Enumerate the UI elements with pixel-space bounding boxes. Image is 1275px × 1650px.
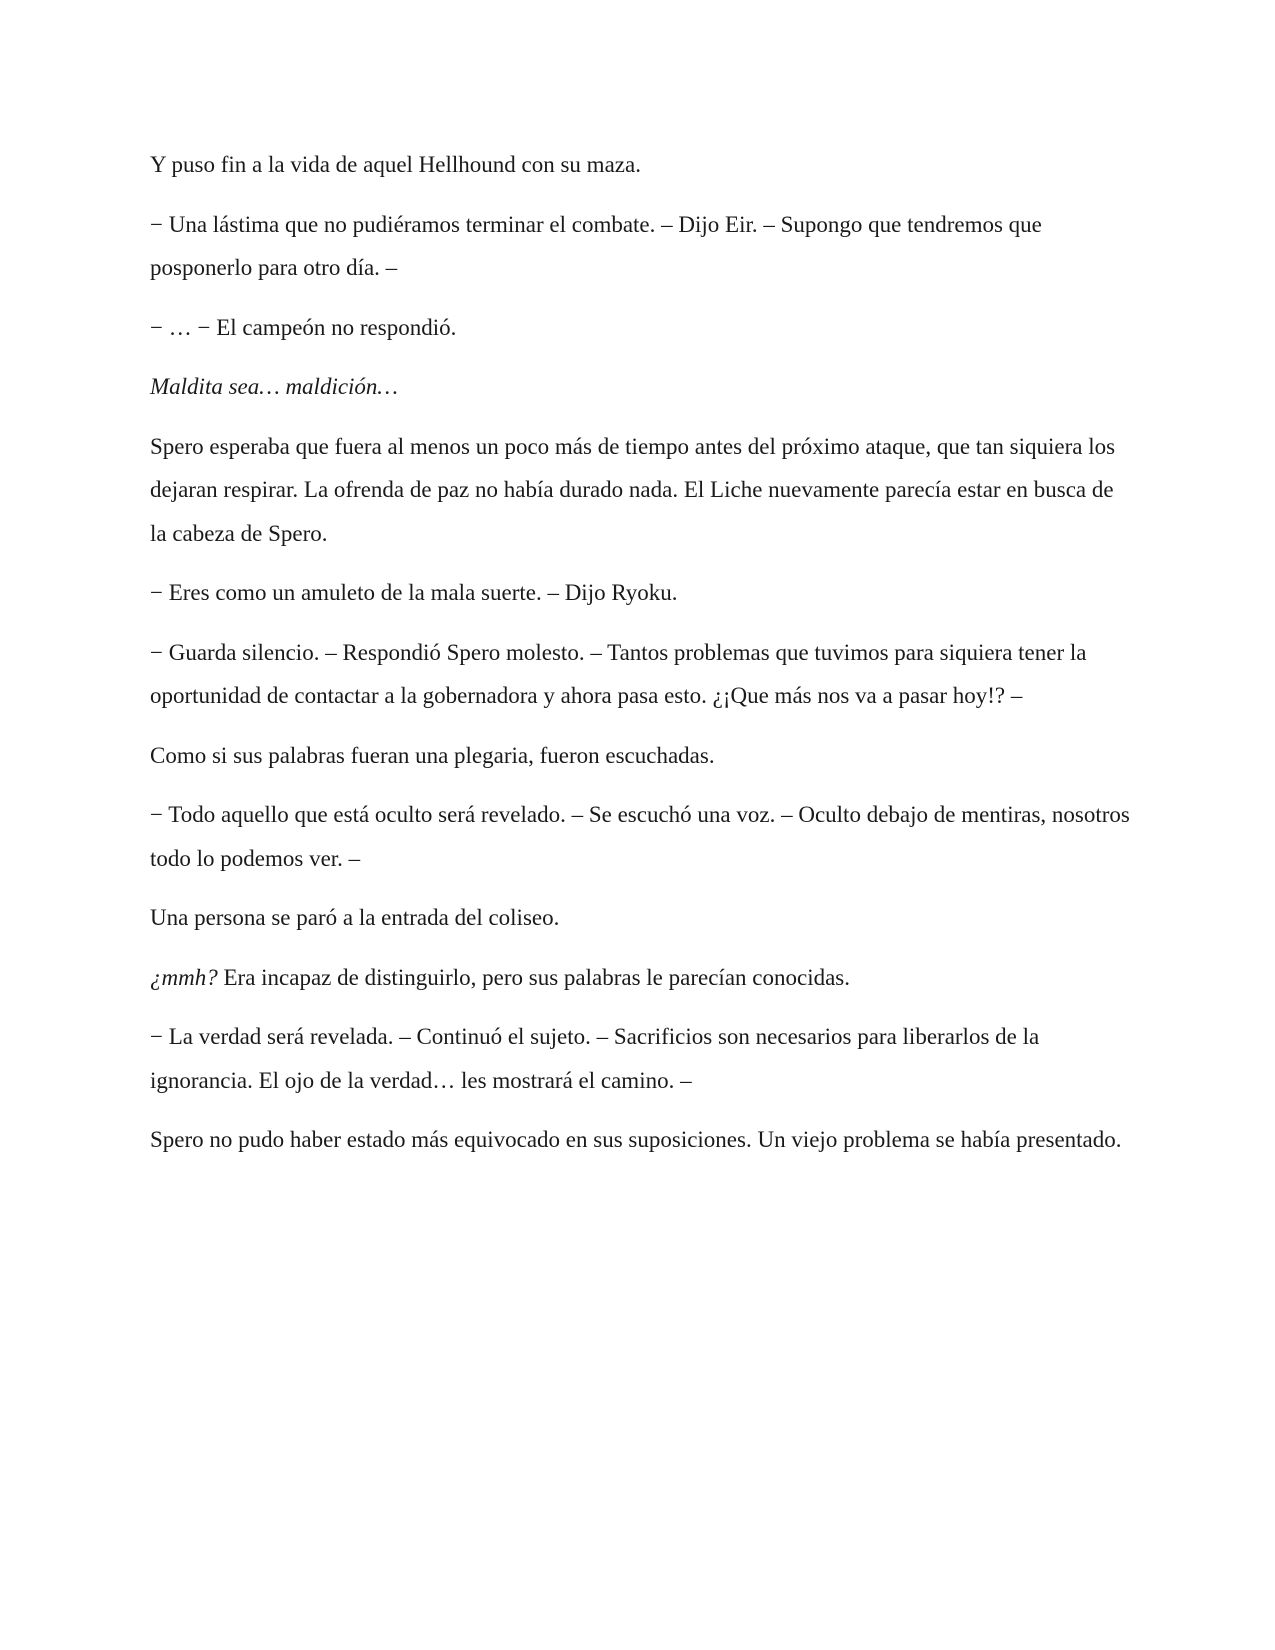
paragraph-12 — [150, 1015, 1130, 1102]
paragraph-text: Como si sus palabras fueran una plegaria, fueron escuchadas. — [150, 742, 715, 768]
paragraph-10 — [150, 896, 1130, 940]
paragraph-text: Spero esperaba que fuera al menos un poco más de tiempo antes del próximo ataque, que tan siquiera los dejaran respirar. La ofrenda de paz no había durado nada. El Liche nuevamente parecía estar en busca de la cabeza de Spero. — [150, 433, 1116, 546]
paragraph-6 — [150, 571, 1130, 615]
paragraph-8 — [150, 734, 1130, 778]
paragraph-3 — [150, 306, 1130, 350]
paragraph-4 — [150, 365, 1130, 409]
paragraph-text: − … − El campeón no respondió. — [150, 314, 457, 340]
paragraph-text: − Todo aquello que está oculto será revelado. – Se escuchó una voz. – Oculto debajo de mentiras, nosotros todo lo podemos ver. – — [150, 802, 1130, 871]
paragraph-2 — [150, 203, 1130, 290]
paragraph-text: − Una lástima que no pudiéramos terminar el combate. – Dijo Eir. – Supongo que tendremos que posponerlo para otro día. – — [150, 211, 1042, 280]
paragraph-text: Y puso fin a la vida de aquel Hellhound con su maza. — [150, 152, 641, 177]
paragraph-text: Una persona se paró a la entrada del coliseo. — [150, 905, 560, 930]
paragraph-13 — [150, 1118, 1130, 1162]
paragraph-text: Era incapaz de distinguirlo, pero sus palabras le parecían conocidas. — [217, 964, 850, 990]
italic-thought: Maldita sea… maldición… — [150, 374, 398, 399]
paragraph-5 — [150, 425, 1130, 556]
paragraph-text: Spero no pudo haber estado más equivocado en sus suposiciones. Un viejo problema se había presentado. — [150, 1127, 1122, 1152]
paragraph-text: − La verdad será revelada. – Continuó el sujeto. – Sacrificios son necesarios para liberarlos de la ignorancia. El ojo de la verdad… les mostrará el camino. – — [150, 1024, 1040, 1093]
paragraph-9 — [150, 793, 1130, 880]
paragraph-7 — [150, 631, 1130, 718]
paragraph-11 — [150, 956, 1130, 1000]
body-text — [150, 143, 1130, 1178]
paragraph-text: − Guarda silencio. – Respondió Spero molesto. – Tantos problemas que tuvimos para siquiera tener la oportunidad de contactar a la gobernadora y ahora pasa esto. ¿¡Que más nos va a pasar hoy!? – — [150, 639, 1087, 708]
paragraph-1 — [150, 143, 1130, 187]
italic-thought: ¿mmh? — [150, 964, 218, 990]
paragraph-text: − Eres como un amuleto de la mala suerte. – Dijo Ryoku. — [150, 580, 678, 605]
